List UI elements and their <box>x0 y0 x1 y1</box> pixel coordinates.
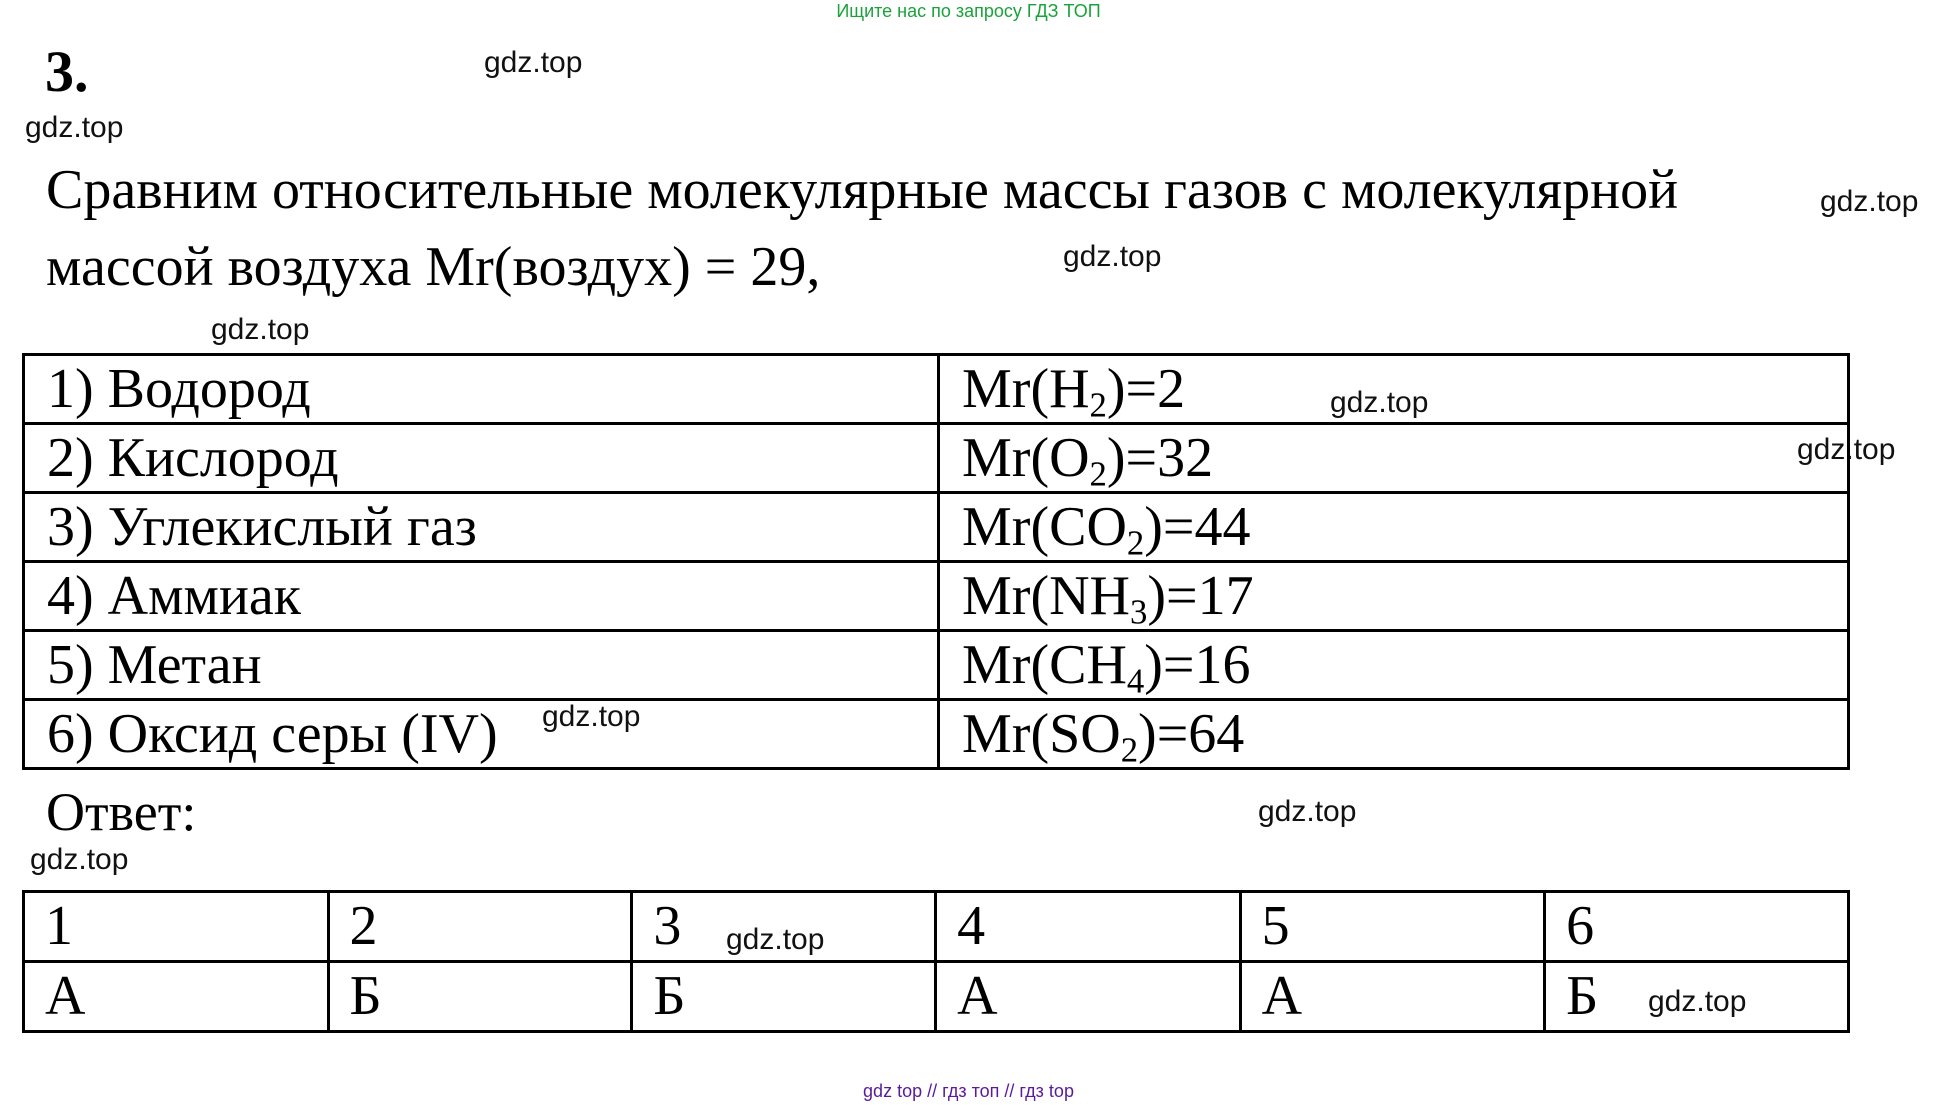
table-row <box>24 700 1849 769</box>
gas-name: 6) Оксид серы (IV) <box>24 700 939 769</box>
molar-mass <box>939 562 1849 631</box>
table-row <box>24 493 1849 562</box>
molar-mass <box>939 700 1849 769</box>
answer-letter: Б <box>632 962 936 1032</box>
answer-number: 3 <box>632 892 936 962</box>
gas-name: 5) Метан <box>24 631 939 700</box>
answer-letter: Б <box>328 962 632 1032</box>
molar-mass-suffix: )=64 <box>1138 703 1245 765</box>
gas-name: 3) Углекислый газ <box>24 493 939 562</box>
gas-name: 1) Водород <box>24 355 939 424</box>
top-banner: Ищите нас по запросу ГДЗ ТОП <box>836 1 1101 21</box>
problem-number: 3. <box>45 39 89 104</box>
watermark: gdz.top <box>30 843 129 876</box>
molar-mass-subscript: 3 <box>1129 592 1148 632</box>
molar-mass-suffix: )=16 <box>1144 634 1251 696</box>
answer-number: 6 <box>1545 892 1849 962</box>
molar-mass-subscript: 2 <box>1089 385 1107 425</box>
answer-number: 5 <box>1240 892 1545 962</box>
molar-mass-suffix: )=2 <box>1106 358 1186 420</box>
molar-mass-prefix: Mr(NH <box>962 565 1130 627</box>
watermark: gdz.top <box>1820 185 1919 218</box>
molar-mass <box>939 631 1849 700</box>
answer-letter: А <box>24 962 329 1032</box>
table-row <box>24 424 1849 493</box>
watermark: gdz.top <box>726 923 825 956</box>
molar-mass-subscript: 4 <box>1126 661 1145 701</box>
answer-number: 1 <box>24 892 329 962</box>
watermark: gdz.top <box>1797 433 1896 466</box>
answer-number: 4 <box>936 892 1241 962</box>
watermark: gdz.top <box>211 313 310 346</box>
prompt-line-2: массой воздуха Mr(воздух) = 29, <box>46 236 821 298</box>
footer: gdz top // гдз топ // гдз top <box>863 1081 1074 1101</box>
molar-mass-suffix: )=32 <box>1106 427 1214 489</box>
prompt-line-1: Сравним относительные молекулярные массы газов с молекулярной <box>46 159 1679 221</box>
molar-mass-prefix: Mr(CH <box>962 634 1127 696</box>
molar-mass-subscript: 2 <box>1120 730 1139 770</box>
table-row <box>24 562 1849 631</box>
gas-name: 4) Аммиак <box>24 562 939 631</box>
answer-table <box>22 890 1850 1033</box>
molar-mass-prefix: Mr(SO <box>962 703 1121 765</box>
watermark: gdz.top <box>1063 240 1162 273</box>
molar-mass-subscript: 2 <box>1089 454 1107 494</box>
molar-mass <box>939 424 1849 493</box>
molar-mass-prefix: Mr(O <box>962 427 1090 489</box>
table-row <box>24 631 1849 700</box>
molar-mass-prefix: Mr(H <box>962 358 1090 420</box>
gas-name: 2) Кислород <box>24 424 939 493</box>
watermark: gdz.top <box>25 111 124 144</box>
gas-table <box>22 353 1850 770</box>
watermark: gdz.top <box>1258 795 1357 828</box>
table-row <box>24 355 1849 424</box>
watermark: gdz.top <box>484 46 583 79</box>
molar-mass-suffix: )=44 <box>1144 496 1251 558</box>
molar-mass-suffix: )=17 <box>1147 565 1254 627</box>
answer-label: Ответ: <box>46 782 197 842</box>
answer-letter: Б <box>1545 962 1849 1032</box>
answer-number-row <box>24 892 1849 962</box>
molar-mass <box>939 355 1849 424</box>
molar-mass-prefix: Mr(CO <box>962 496 1127 558</box>
answer-letter: А <box>936 962 1241 1032</box>
molar-mass <box>939 493 1849 562</box>
watermark: gdz.top <box>542 700 641 733</box>
watermark: gdz.top <box>1330 386 1429 419</box>
answer-letter-row <box>24 962 1849 1032</box>
answer-letter: А <box>1240 962 1545 1032</box>
watermark: gdz.top <box>1648 985 1747 1018</box>
answer-number: 2 <box>328 892 632 962</box>
molar-mass-subscript: 2 <box>1126 523 1145 563</box>
